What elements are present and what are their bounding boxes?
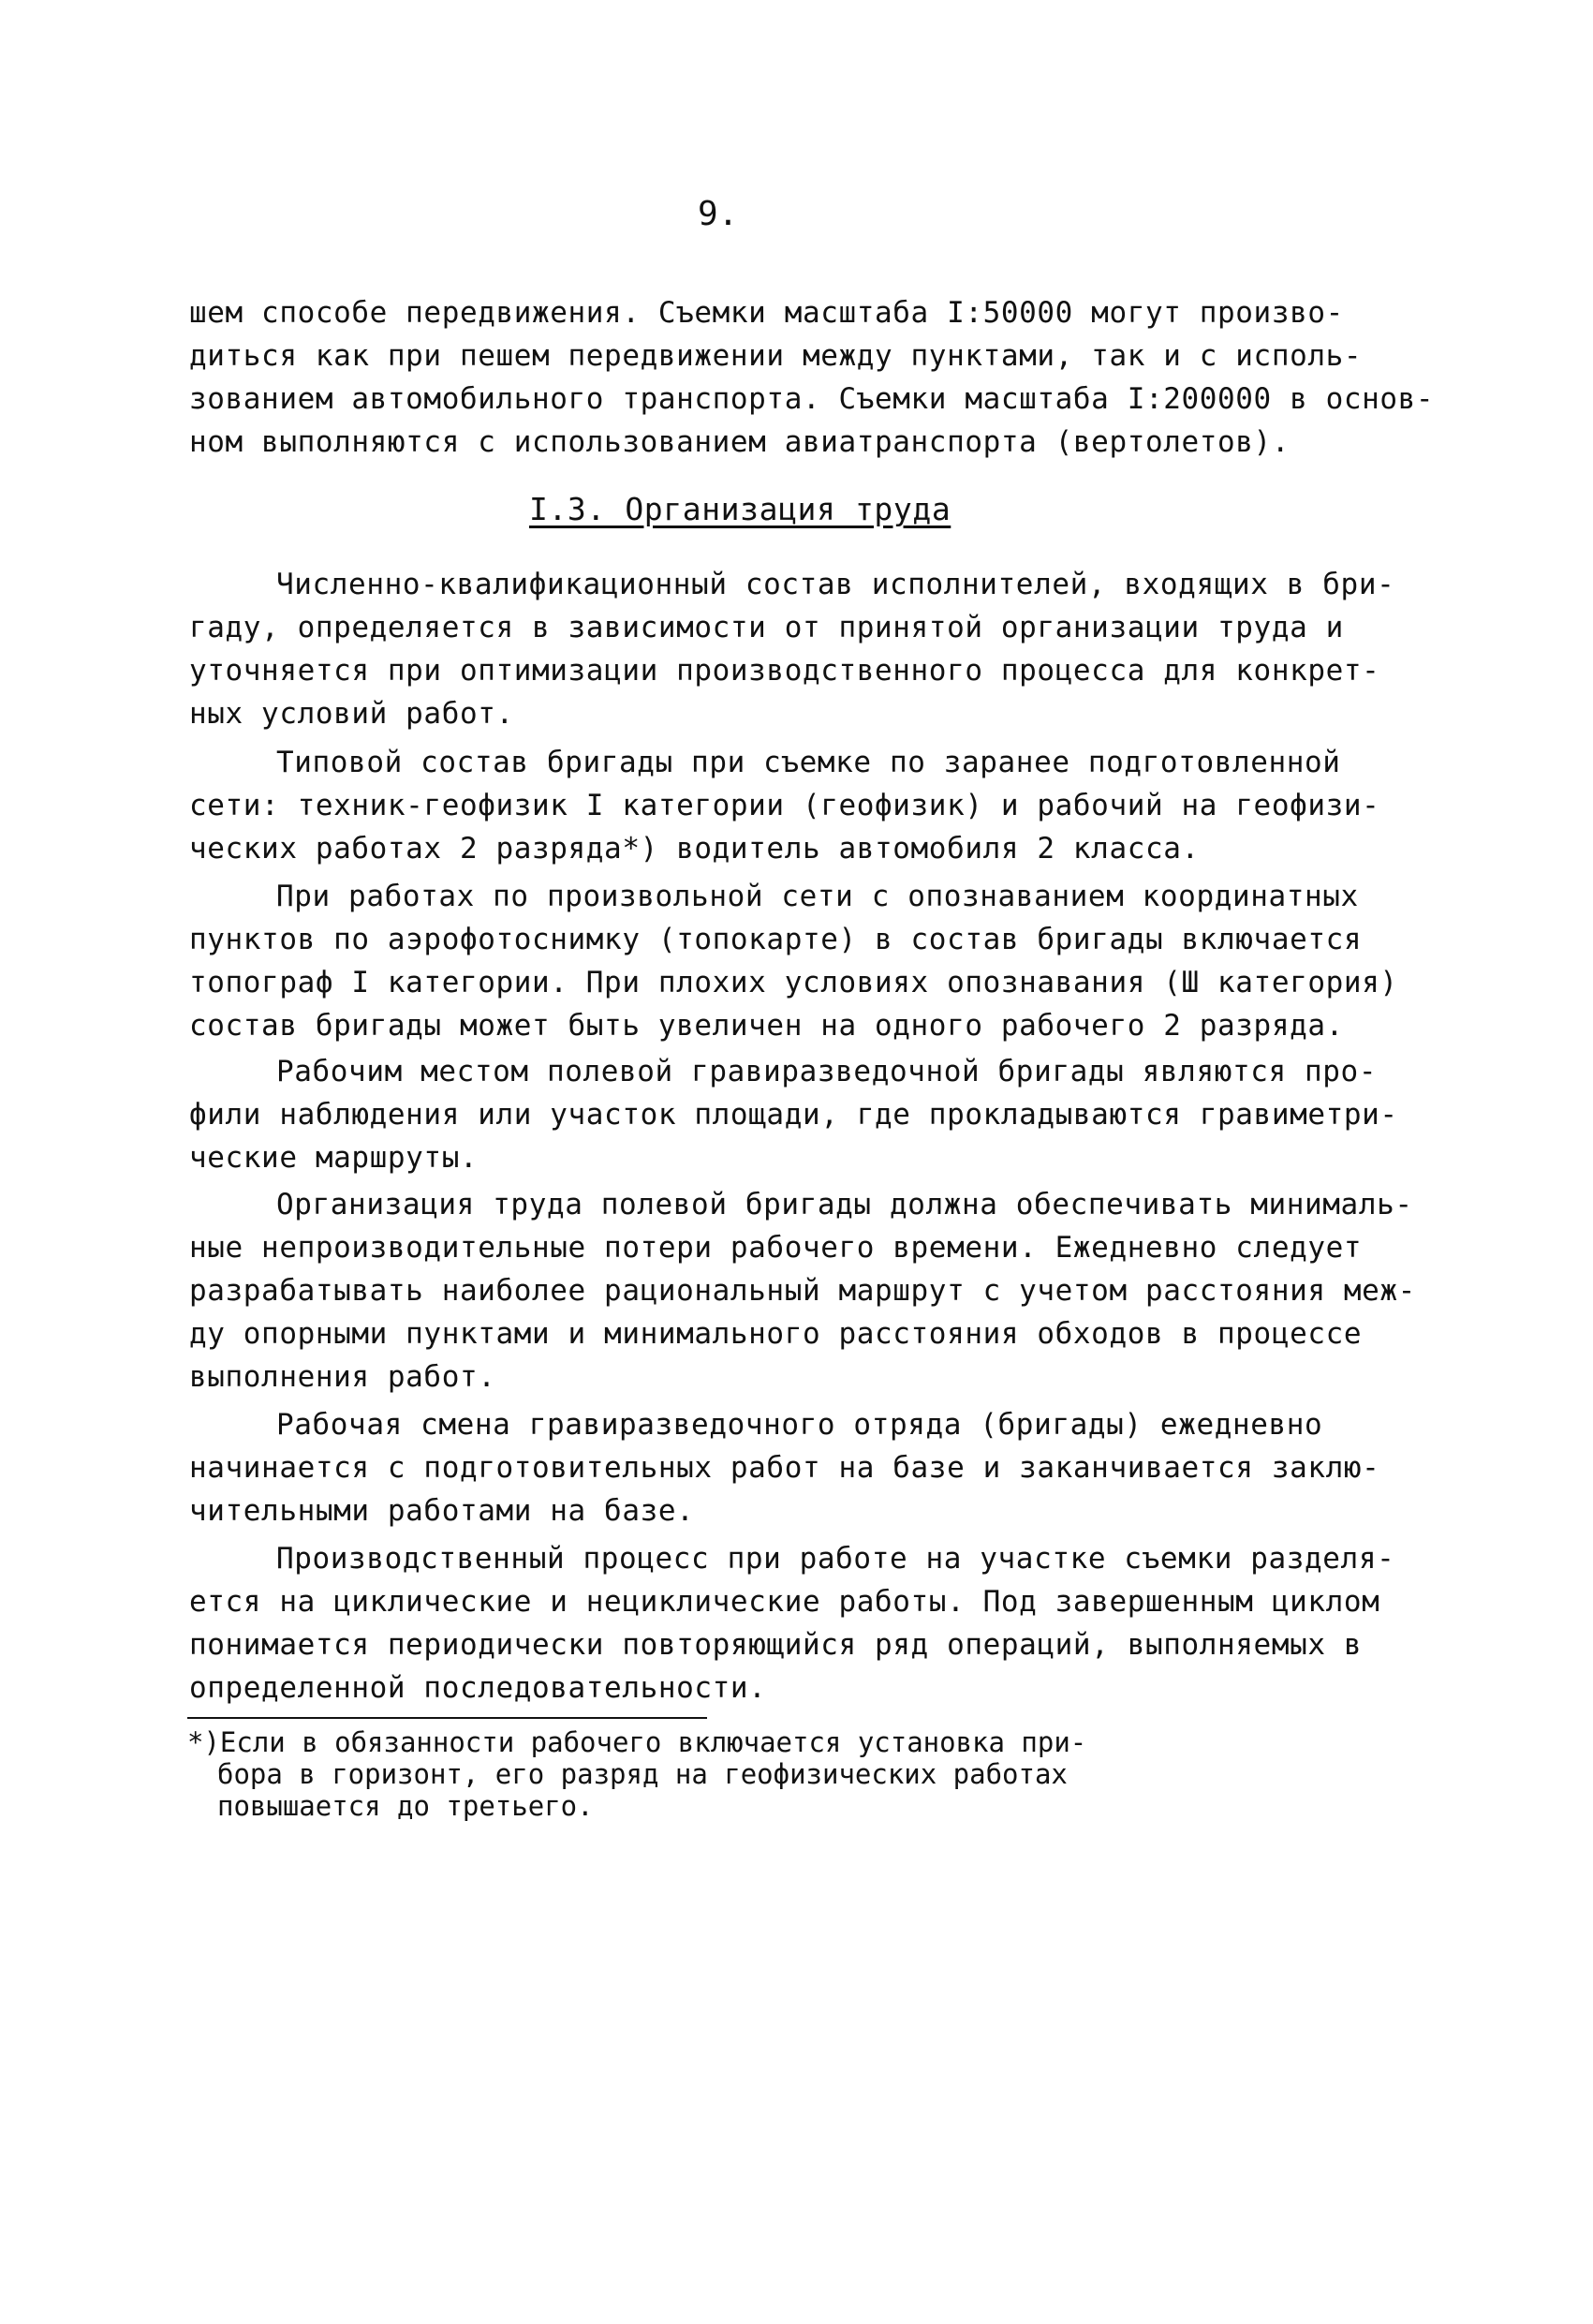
text-line: начинается с подготовительных работ на базе и заканчивается заклю-	[189, 1451, 1380, 1485]
text-line: уточняется при оптимизации производственного процесса для конкрет-	[189, 654, 1380, 688]
footnote-line: *)Если в обязанности рабочего включается установка при-	[187, 1726, 1087, 1758]
text-line: сети: техник-геофизик I категории (геофизик) и рабочий на геофизи-	[189, 789, 1380, 822]
text-line: зованием автомобильного транспорта. Съемки масштаба I:200000 в основ-	[189, 382, 1435, 416]
text-line: Организация труда полевой бригады должна обеспечивать минималь-	[276, 1188, 1413, 1221]
text-line: ческие маршруты.	[189, 1141, 479, 1175]
text-line: шем способе передвижения. Съемки масштаба I:50000 могут произво-	[189, 296, 1344, 330]
footnote-divider	[187, 1717, 707, 1719]
footnote-line: бора в горизонт, его разряд на геофизических работах	[217, 1758, 1068, 1790]
text-line: ется на циклические и нециклические работы. Под завершенным циклом	[189, 1585, 1380, 1619]
text-line: понимается периодически повторяющийся ряд операций, выполняемых в	[189, 1628, 1363, 1662]
text-line: Производственный процесс при работе на участке съемки разделя-	[276, 1542, 1395, 1576]
text-line: ные непроизводительные потери рабочего времени. Ежедневно следует	[189, 1231, 1363, 1265]
text-line: ном выполняются с использованием авиатранспорта (вертолетов).	[189, 425, 1291, 459]
text-line: разрабатывать наиболее рациональный маршрут с учетом расстояния меж-	[189, 1274, 1416, 1308]
page-number: 9.	[698, 195, 739, 233]
text-line: выполнения работ.	[189, 1360, 496, 1394]
text-line: фили наблюдения или участок площади, где прокладываются гравиметри-	[189, 1098, 1398, 1132]
text-line: Численно-квалификационный состав исполнителей, входящих в бри-	[276, 568, 1395, 601]
text-line: Типовой состав бригады при съемке по заранее подготовленной	[276, 746, 1341, 779]
text-line: топограф I категории. При плохих условиях опознавания (Ш категория)	[189, 966, 1398, 999]
text-line: ду опорными пунктами и минимального расстояния обходов в процессе	[189, 1317, 1363, 1351]
text-line: При работах по произвольной сети с опознаванием координатных	[276, 880, 1359, 913]
text-line: Рабочим местом полевой гравиразведочной бригады являются про-	[276, 1055, 1378, 1088]
footnote-line: повышается до третьего.	[217, 1790, 594, 1822]
text-line: ных условий работ.	[189, 697, 514, 731]
text-line: состав бригады может быть увеличен на одного рабочего 2 разряда.	[189, 1009, 1344, 1043]
section-heading: I.3. Организация труда	[529, 491, 951, 527]
text-line: ческих работах 2 разряда*) водитель автомобиля 2 класса.	[189, 832, 1200, 866]
text-line: диться как при пешем передвижении между пунктами, так и с исполь-	[189, 339, 1363, 373]
text-line: чительными работами на базе.	[189, 1494, 695, 1528]
text-line: пунктов по аэрофотоснимку (топокарте) в состав бригады включается	[189, 923, 1363, 956]
text-line: определенной последовательности.	[189, 1671, 767, 1705]
text-line: Рабочая смена гравиразведочного отряда (бригады) ежедневно	[276, 1408, 1323, 1442]
text-line: гаду, определяется в зависимости от принятой организации труда и	[189, 611, 1344, 644]
